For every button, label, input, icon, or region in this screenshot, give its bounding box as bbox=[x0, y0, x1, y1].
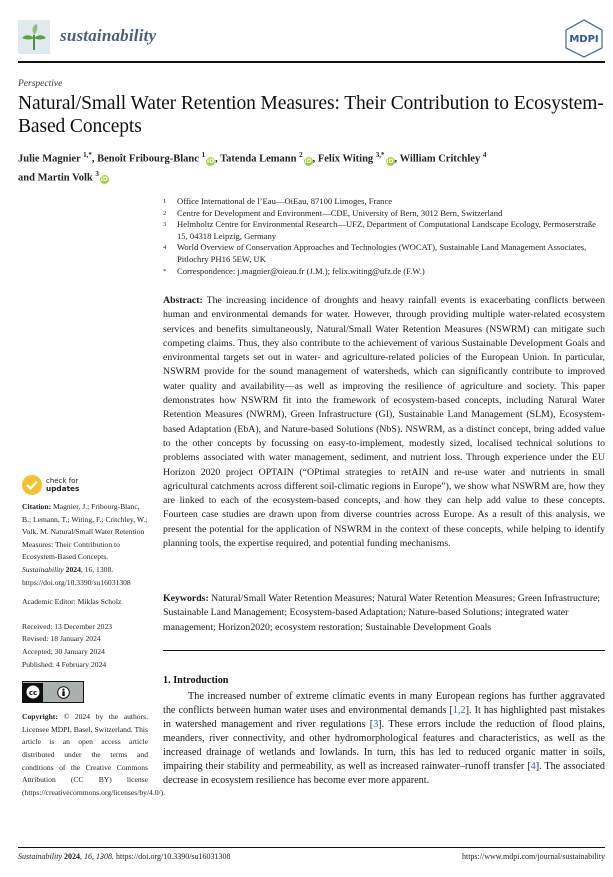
orcid-icon[interactable]: iD bbox=[100, 176, 108, 183]
author-name[interactable]: Martin Volk bbox=[37, 172, 93, 183]
copyright-label: Copyright: bbox=[22, 712, 58, 722]
affiliation-item: 1 Office International de l’Eau—OiEau, 87100 Limoges, France bbox=[163, 196, 393, 206]
keywords-text: Natural/Small Water Retention Measures; Natural Water Retention Measures; Green Infrastructure; Sustainable Land Management; Ecosystem-based Adaptation; Nature-based Solutions; integrated water management; Horizon2020; ecosystem restoration; Sustainable Development Goals bbox=[163, 593, 601, 633]
author-affiliation-marker: 1,* bbox=[83, 151, 92, 159]
abstract-text: The increasing incidence of droughts and heavy rainfall events is exacerbating conflicts between human and environmental demands for water. However, through providing multiple water-related ecosystem services and benefits simultaneously, Natural/Small Water Retention Measures (NSWRM) can mitigate such competing claims. Thus, they also contribute to the achievement of various Sustainable Development Goals and environmental targets set out in water- and agriculture-related policies of the European Union. In particular, NSWRM provide for the sound management of watersheds, which can significantly contribute to improved water quality and availability—as well as improving the resilience of agriculture and society. This paper demonstrates how NSWRM fit into the framework of ecosystem-based concepts, including Natural Water Retention Measures (NWRM), Green Infrastructure (GI), Sustainable Land Management (SLM), Ecosystem-based Adaptation (EbA), and Nature-based Solutions (NbS). NSWRM, as a distinct concept, bring added value to the other concepts by focussing on easy-to-implement, modestly sized, localised technical solutions to problems associated with water management, sediment, and nutrient loss. Through experience under the EU Horizon 2020 project OPTAIN (“OPtimal strategies to retAIN and re-use water and nutrients in small agricultural catchments across different soil-climatic regions in Europe”), we show what NSWRM are, how they are linked to each of the ecosystem-based concepts, and how they can help add value to these concepts. Fourteen case studies are drawn upon from diverse countries across Europe. As a result of this analysis, we present the potential for the application of NSWRM in the context of these concepts, while helping to identify planning tools, the expertise required, and potential funding mechanisms. bbox=[163, 295, 605, 550]
author-name[interactable]: Benoît Fribourg-Blanc bbox=[97, 153, 199, 165]
affiliation-item: 2 Centre for Development and Environment—CDE, University of Bern, 3012 Bern, Switzerland bbox=[163, 207, 503, 218]
footer-citation: Sustainability 2024, 16, 1308. https://doi.org/10.3390/su16031308 bbox=[18, 852, 231, 861]
affiliations-list bbox=[163, 196, 603, 277]
keywords-label: Keywords: bbox=[163, 593, 209, 604]
date-published: Published: 4 February 2024 bbox=[22, 659, 107, 669]
sprout-leaf-icon bbox=[21, 23, 47, 51]
orcid-icon[interactable]: iD bbox=[304, 157, 312, 165]
section-divider bbox=[163, 650, 605, 651]
reference-link[interactable]: 3 bbox=[373, 719, 379, 730]
author-name[interactable]: William Critchley bbox=[399, 153, 481, 165]
keywords bbox=[163, 592, 605, 635]
abstract-label: Abstract: bbox=[163, 295, 203, 306]
citation-doi-link[interactable]: , 16, 1308. https://doi.org/10.3390/su16031308 bbox=[22, 564, 131, 587]
creative-commons-icon bbox=[23, 683, 43, 702]
author-name[interactable]: Tatenda Lemann bbox=[220, 153, 297, 165]
article-type: Perspective bbox=[18, 79, 63, 89]
orcid-icon[interactable]: iD bbox=[386, 157, 394, 165]
check-for-updates-button[interactable]: check for updates bbox=[22, 472, 148, 498]
journal-name: sustainability bbox=[60, 26, 157, 45]
article-info-sidebar bbox=[22, 472, 166, 799]
section-heading-introduction: 1. Introduction bbox=[163, 675, 229, 686]
citation-label: Citation: bbox=[22, 502, 52, 511]
footer-divider bbox=[18, 847, 605, 848]
journal-header bbox=[18, 18, 605, 64]
orcid-icon[interactable]: iD bbox=[207, 157, 215, 165]
introduction-paragraph: The increased number of extreme climatic events in many European regions has further aggravated the conflicts between human water uses and environmental demands [1,2]. It has highlighted past mistakes in watershed management and river regulations [3]. These errors include the reduction of flood plains, meanders, river connectivity, and other hydromorphological features and characteristics, as well as the increased drainage of wetlands and lowlands. In turn, this has led to reduced organic matter in soils, impairing their stability and permeability, as well as increased rainwater–runoff transfer [4]. The associated decrease in ecosystem resilience has become ever more apparent. bbox=[163, 691, 605, 786]
author-name[interactable]: Felix Witing bbox=[317, 153, 374, 165]
affiliation-item: 3 Helmholtz Centre for Environmental Research—UFZ, Department of Computational Landscape Ecology, Permoserstraße 15, 04318 Leipzig, Germany bbox=[163, 219, 596, 241]
copyright-notice: Copyright: © 2024 by the authors. Licensee MDPI, Basel, Switzerland. This article is an open access article distributed under the terms and conditions of the Creative Commons Attribution (CC BY) license (https://creativecommons.org/licenses/by/4.0/). bbox=[22, 712, 166, 797]
author-affiliation-marker: 4 bbox=[482, 151, 487, 159]
mdpi-logo-icon bbox=[563, 18, 605, 58]
attribution-icon bbox=[43, 686, 83, 699]
svg-text:MDPI: MDPI bbox=[569, 34, 599, 45]
author-name[interactable]: Julie Magnier bbox=[18, 153, 81, 165]
footer-doi-link[interactable]: https://doi.org/10.3390/su16031308 bbox=[116, 852, 231, 861]
reference-link[interactable]: 1,2 bbox=[452, 705, 466, 716]
footer-journal-link[interactable]: https://www.mdpi.com/journal/sustainability bbox=[461, 852, 605, 861]
correspondence: * Correspondence: j.magnier@oieau.fr (J.M.); felix.witing@ufz.de (F.W.) bbox=[163, 265, 425, 276]
date-revised: Revised: 18 January 2024 bbox=[22, 634, 101, 644]
affiliation-item: 4 World Overview of Conservation Approaches and Technologies (WOCAT), Sustainable Land Management Associates, Pitlochry PH16 5EW, UK bbox=[163, 242, 587, 264]
citation: Citation: Magnier, J.; Fribourg-Blanc, B.; Lemann, T.; Witing, F.; Critchley, W.; Volk, M. Natural/Small Water Retention Measures: Their Contribution to Ecosystem-Based Concepts. Sustainability 2024, 16, 1308. https://doi.org/10.3390/su16031308 bbox=[22, 502, 148, 587]
author-list: Julie Magnier $^{1,*}$, Benoît Fribourg-Blanc $^1$iD, Tatenda Lemann $^2$iD, Felix Witing $^{3,*}$iD, William Critchley $^4$ and Martin Volk $^3$iD bbox=[18, 151, 487, 183]
svg-text:cc: cc bbox=[28, 689, 38, 698]
date-received: Received: 13 December 2023 bbox=[22, 621, 113, 631]
abstract bbox=[163, 294, 605, 551]
journal-logo bbox=[18, 20, 50, 54]
header-divider bbox=[18, 61, 605, 63]
publication-dates bbox=[22, 621, 148, 671]
checkmark-icon bbox=[22, 475, 42, 495]
date-accepted: Accepted: 30 January 2024 bbox=[22, 646, 105, 656]
author-affiliation-marker: 3 bbox=[95, 169, 99, 178]
reference-link[interactable]: 4 bbox=[530, 761, 536, 772]
author-affiliation-marker: 2 bbox=[299, 151, 303, 159]
author-affiliation-marker: 3,* bbox=[375, 151, 385, 159]
cc-by-license-badge[interactable] bbox=[22, 681, 84, 703]
academic-editor: Academic Editor: Miklas Scholz bbox=[22, 597, 122, 607]
author-affiliation-marker: 1 bbox=[201, 151, 206, 159]
article-title: Natural/Small Water Retention Measures: Their Contribution to Ecosystem-Based Concepts bbox=[18, 93, 604, 137]
